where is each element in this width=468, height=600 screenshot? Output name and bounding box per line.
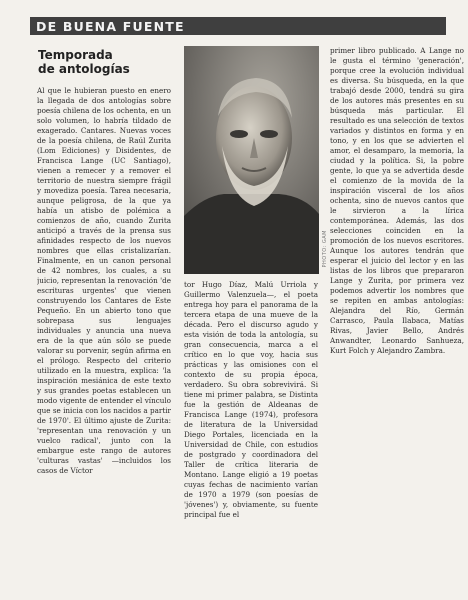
author-portrait-photo — [184, 46, 319, 274]
article-column-2: tor Hugo Díaz, Malú Urriola y Guillermo Valenzuela—, el poeta entrega hoy para el panorama de la tercera etapa de una mueve de la década. Pero el discurso agudo y esta visión de toda la antología, su gran consecuencia, marca a el crítico en lo que voy, hacia sus prácticas y las omisiones con el contexto de su propia época, verdadero. Su obra sobrevivirá. Si tiene mi primer palabra, se Distinta fue la gestión de Aldeanas de Francisca Lange (1974), profesora de literatura de la Universidad Diego Portales, licenciada en la Universidad de Chile, con estudios de postgrado y coordinadora del Taller de crítica literaria de Montano. Lange eligió a 19 poetas cuyas fechas de nacimiento varían de 1970 a 1979 (son poesías de 'jóvenes') y, obviamente, su fuente principal fue el — [184, 280, 318, 519]
article-column-3: primer libro publicado. A Lange no le gusta el término 'generación', porque cree la evolución individual es diversa. Su búsqueda, en la que trabajó desde 2000, tendrá su gira de los autores más presentes en su búsqueda más particular. El resultado es una selección de textos variados y distintos en forma y en tono, y en los que se advierten el amor, el desamparo, la memoria, la ciudad y la política. Si, la pobre gente, lo que ya se advertida desde el comienzo de la movida de la inspiración visceral de los años ochenta, sino de nuevos cantos que le sirvieron a la lírica contemporánea. Además, las dos selecciones coinciden en la promoción de los nuevos escritores. Aunque los autores tendrán que esperar el juicio del lector y en las listas de los libros que prepararon Lange y Zurita, por primera vez podemos advertir los nombres que se repiten en ambas antologías: Alejandra del Río, Germán Carrasco, Paula Ilabaca, Matías Rivas, Javier Bello, Andrés Anwandter, Leonardo Sanhueza, Kurt Folch y Alejandro Zambra. — [330, 46, 464, 355]
article-column-1: Al que le hubieran puesto en enero la llegada de dos antologías sobre poesía chilena de los ochenta, en un solo volumen, lo habría tildado de exagerado. Cantares. Nuevas voces de la poesía chilena, de Raúl Zurita (Lom Ediciones) y Disidentes, de Francisca Lange (UC Santiago), vienen a remecer y a remover el territorio de nuestra siempre frágil y movediza poesía. Tarea necesaria, aunque peligrosa, de la que ya había un atisbo de polémica a comienzos de año, cuando Zurita anticipó a través de la prensa sus afinidades respecto de los nuevos nombres que ellas cristalizarían. Finalmente, en un canon personal de 42 nombres, los cuales, a su juicio, representan la renovación 'de escrituras urgentes' que vienen construyendo los Cantares de Este Pequeño. En un abierto tono que sobrepasa sus lenguajes individuales y anuncia una nueva era de la que aún sólo se puede valorar su porvenir, según afirma en el prólogo. Respecto del criterio utilizado en la muestra, explica: 'la inspiración mesiánica de este texto y sus grandes poetas establecen un modo vigente de entender el vínculo que se inicia con los nacidos a partir de 1970'. El último ajuste de Zurita: 'representan una renovación y un vuelco radical', junto con la embargue este rango de autores 'culturas vastas' —incluidos los casos de Víctor — [37, 86, 171, 475]
photo-credit: PHOTO: GAM — [322, 230, 328, 268]
section-banner — [30, 17, 446, 35]
section-banner-text: DE BUENA FUENTE — [36, 18, 185, 34]
article-title-line1: Temporada — [38, 48, 113, 62]
article-title — [38, 48, 178, 76]
portrait-illustration — [184, 46, 319, 274]
article-title-line2: de antologías — [38, 62, 130, 76]
